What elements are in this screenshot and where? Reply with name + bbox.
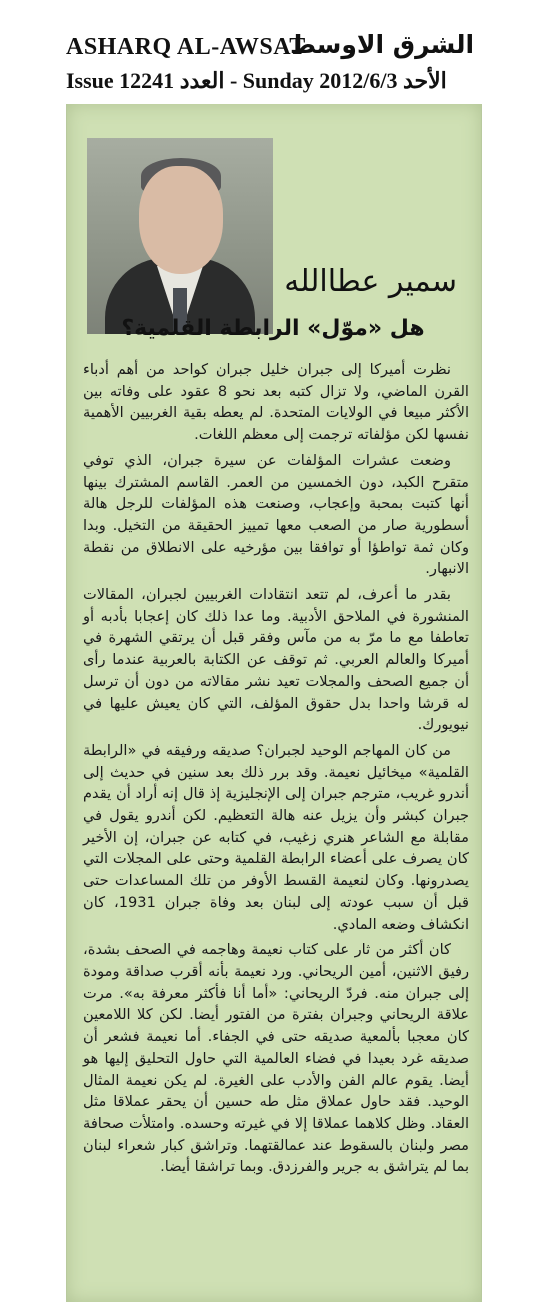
issue-line: Issue 12241 العدد - Sunday 2012/6/3 الأحد <box>66 68 447 93</box>
article-clipping <box>66 104 482 1302</box>
article-paragraph: نظرت أميركا إلى جبران خليل جبران كواحد من أهم أدباء القرن الماضي، ولا تزال كتبه بعد نحو 8 عقود على وفاته بين الأكثر مبيعا في الولايات المتحدة. لم يعطه بقية الغربيين الأهمية نفسها لكن مؤلفاته ترجمت إلى معظم اللغات. <box>83 361 469 444</box>
article-paragraph: من كان المهاجم الوحيد لجبران؟ صديقه ورفيقه في «الرابطة القلمية» ميخائيل نعيمة. وقد برر ذلك بعد سنين في حديث إلى أندرو غريب، مترجم جبران إلى الإنجليزية إذ قال إنه أراد أن يقدم جبران كبشر وأن يزيل عنه هالة التعظيم. لكن أندرو يقول في مقابلة مع الشاعر هنري زغيب، في كتابه عن جبران، إن الأخير كان يصرف على أعضاء الرابطة القلمية وحتى على المجلات التي يصدرونها. وكان لنعيمة القسط الأوفر من تلك المساعدات حتى قبل أن سبب عودته إلى لبنان بعد وفاة جبران 1931، كان انكشاف وضعه المادي. <box>83 741 469 933</box>
article-paragraph: بقدر ما أعرف، لم تتعد انتقادات الغربيين لجبران، المقالات المنشورة في الملاحق الأدبية. وما عدا ذلك كان إعجابا بأدبه أو تعاطفا مع ما مرّ به من مآس وفقر قبل أن يرتقي الشهرة في أميركا والعالم العربي. ثم توقف عن الكتابة بالعربية عندما رأى أن جميع الصحف والمجلات تعيد نشر مقالاته من دون أن ترسل له قرشا واحدا بدل حقوق المؤلف، التي كان يعيش عليها في نيويورك. <box>83 586 469 734</box>
article-headline: هل «موّل» الرابطة القلمية؟ <box>121 316 425 341</box>
publication-name-latin: ASHARQ AL-AWSAT <box>66 34 306 60</box>
photo-face <box>139 166 223 274</box>
article-paragraph: وضعت عشرات المؤلفات عن سيرة جبران، الذي توفي متقرح الكبد، دون الخمسين من العمر. القاسم المشترك بينها أنها كتبت بمحبة وإعجاب، وصنعت هذه المؤلفات للرجل هالة أسطورية صار من الصعب معها تمييز الحقيقة من التخيل. وبدا وكان ثمة تواطؤا أو توافقا بين مؤرخيه على الانطلاق من نقطة الانبهار. <box>83 451 469 578</box>
article-paragraph: كان أكثر من ثار على كتاب نعيمة وهاجمه في الصحف بشدة، رفيق الاثنين، أمين الريحاني. ورد نعيمة بأنه أقرب صداقة ومودة إلى جبران منه. فردّ الريحاني: «أما أنا فأكثر معرفة به». مرت علاقة الريحاني وجبران بفترة من الفتور أيضا. لكن كلا اللامعين كان معجبا بألمعية صديقه حتى في الجفاء. أما نعيمة فشعر أن صديقه غرد بعيدا في فضاء العالمية التي حاول التحليق إليها هو أيضا. يقوم عالم الفن والأدب على الغيرة. لم يكن نعيمة المثال الوحيد. فقد حاول عملاق مثل طه حسين أن يحقر عملاقا مثل العقاد. وظل كلاهما عملاقا إلا في غيرته وحسده. وامتلأت صحافة مصر ولبنان بالسقوط عند عمالقتهما. وتراشق كبار شعراء لبنان بما لم يتراشق به جرير والفرزدق. وبما تراشقا أيضا. <box>83 941 469 1176</box>
author-photo <box>87 138 273 334</box>
masthead <box>0 0 550 115</box>
publication-name-arabic: الشرق الاوسط <box>290 30 475 59</box>
article-body <box>83 359 469 1182</box>
author-name: سمير عطاالله <box>284 264 457 299</box>
